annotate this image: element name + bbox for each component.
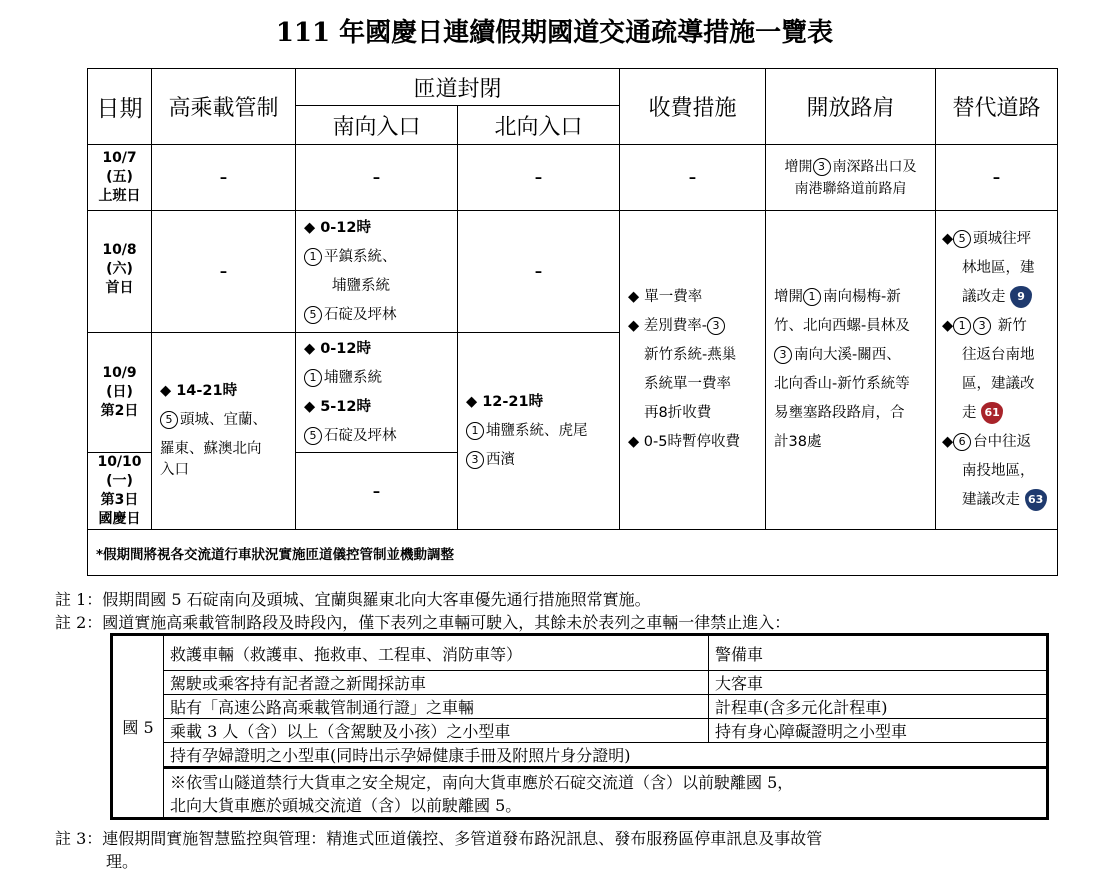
header-shoulder: 開放路肩 — [766, 69, 936, 145]
highway-3-icon: 3 — [973, 317, 991, 335]
date-cell: 10/8 (六) 首日 — [88, 211, 152, 333]
note-3-cont: 理。 — [106, 852, 139, 871]
vehicle-cell: 計程車(含多元化計程車) — [709, 695, 1048, 719]
hov-r1: - — [152, 145, 296, 211]
toll-r2: ◆ 單一費率 ◆ 差別費率- 3 新竹系統-燕巢 系統單一費率 再8折收費 ◆ 0-5時暫停收費 — [620, 211, 766, 530]
header-north: 北向入口 — [458, 106, 620, 145]
alt-r1: - — [936, 145, 1058, 211]
north-r2: - — [458, 211, 620, 333]
prov-63-icon: 63 — [1025, 489, 1047, 511]
shoulder-r1: 增開 3 南深路出口及 南港聯絡道前路肩 — [766, 145, 936, 211]
date-cell: 10/7 (五) 上班日 — [88, 145, 152, 211]
prov-9-icon: 9 — [1010, 286, 1032, 308]
alt-r2: ◆ 5 頭城往坪 林地區，建 議改走 9 ◆ 1 3 新竹 往返台南地 區，建議改 走 61 ◆ 6 台中往返 南投地區， 建議改走 63 — [936, 211, 1058, 530]
highway-3-icon: 3 — [813, 158, 831, 176]
vehicle-cell: 貼有「高速公路高乘載管制通行證」之車輛 — [164, 695, 709, 719]
south-r1: - — [296, 145, 458, 211]
allowed-vehicles-table — [110, 633, 1049, 820]
page-title: 111 年國慶日連續假期國道交通疏導措施一覽表 — [275, 18, 834, 48]
vehicle-cell: 持有孕婦證明之小型車(同時出示孕婦健康手冊及附照片身分證明) — [164, 743, 1048, 768]
highway-3-icon: 3 — [774, 346, 792, 364]
vehicle-cell: 警備車 — [709, 635, 1048, 671]
header-hov: 高乘載管制 — [152, 69, 296, 145]
header-toll: 收費措施 — [620, 69, 766, 145]
footnote: *假期間將視各交流道行車狀況實施匝道儀控管制並機動調整 — [88, 530, 1058, 576]
north-r3: ◆ 12-21時 1 埔鹽系統、虎尾 3 西濱 — [458, 333, 620, 530]
header-ramp: 匝道封閉 — [296, 69, 620, 106]
highway-5-icon: 5 — [304, 306, 322, 324]
highway-5-icon: 5 — [160, 411, 178, 429]
south-r3: ◆ 0-12時 1 埔鹽系統 ◆ 5-12時 5 石碇及坪林 — [296, 333, 458, 453]
highway-5-icon: 5 — [953, 230, 971, 248]
vehicle-cell: 大客車 — [709, 671, 1048, 695]
note-3: 註 3：連假期間實施智慧監控與管理：精進式匝道儀控、多管道發布路況訊息、發布服務區停車訊息及事故管 — [55, 829, 823, 848]
north-r1: - — [458, 145, 620, 211]
header-alt: 替代道路 — [936, 69, 1058, 145]
note-2: 註 2：國道實施高乘載管制路段及時段內，僅下表列之車輛可駛入，其餘未於表列之車輛一律禁止進入： — [55, 613, 791, 632]
measures-table — [87, 68, 1058, 576]
vehicle-cell: 救護車輛（救護車、拖救車、工程車、消防車等） — [164, 635, 709, 671]
highway-6-icon: 6 — [953, 433, 971, 451]
vehicle-cell: 持有身心障礙證明之小型車 — [709, 719, 1048, 743]
hov-r2: - — [152, 211, 296, 333]
prov-61-icon: 61 — [981, 402, 1003, 424]
truck-rule: ※依雪山隧道禁行大貨車之安全規定，南向大貨車應於石碇交流道（含）以前駛離國 5， 北向大貨車應於頭城交流道（含）以前駛離國 5。 — [164, 768, 1048, 819]
highway-3-icon: 3 — [707, 317, 725, 335]
highway-5-icon: 5 — [304, 427, 322, 445]
note-1: 註 1：假期間國 5 石碇南向及頭城、宜蘭與羅東北向大客車優先通行措施照常實施。 — [55, 590, 651, 609]
toll-r1: - — [620, 145, 766, 211]
highway-1-icon: 1 — [466, 422, 484, 440]
hov-r3: ◆ 14-21時 5 頭城、宜蘭、 羅東、蘇澳北向 入口 — [152, 333, 296, 530]
shoulder-r2: 增開 1 南向楊梅-新 竹、北向西螺-員林及 3 南向大溪-關西、 北向香山-新竹系統等 易壅塞路段路肩，合 計38處 — [766, 211, 936, 530]
freeway-label: 國 5 — [112, 635, 164, 819]
highway-1-icon: 1 — [953, 317, 971, 335]
vehicle-cell: 乘載 3 人（含）以上（含駕駛及小孩）之小型車 — [164, 719, 709, 743]
highway-1-icon: 1 — [304, 369, 322, 387]
south-r2: ◆ 0-12時 1 平鎮系統、 埔鹽系統 5 石碇及坪林 — [296, 211, 458, 333]
vehicle-cell: 駕駛或乘客持有記者證之新聞採訪車 — [164, 671, 709, 695]
south-r4: - — [296, 453, 458, 530]
header-date: 日期 — [88, 69, 152, 145]
date-cell: 10/9 (日) 第2日 — [88, 333, 152, 453]
highway-1-icon: 1 — [304, 248, 322, 266]
date-cell: 10/10 (一) 第3日 國慶日 — [88, 453, 152, 530]
header-south: 南向入口 — [296, 106, 458, 145]
highway-1-icon: 1 — [803, 288, 821, 306]
highway-3-icon: 3 — [466, 451, 484, 469]
